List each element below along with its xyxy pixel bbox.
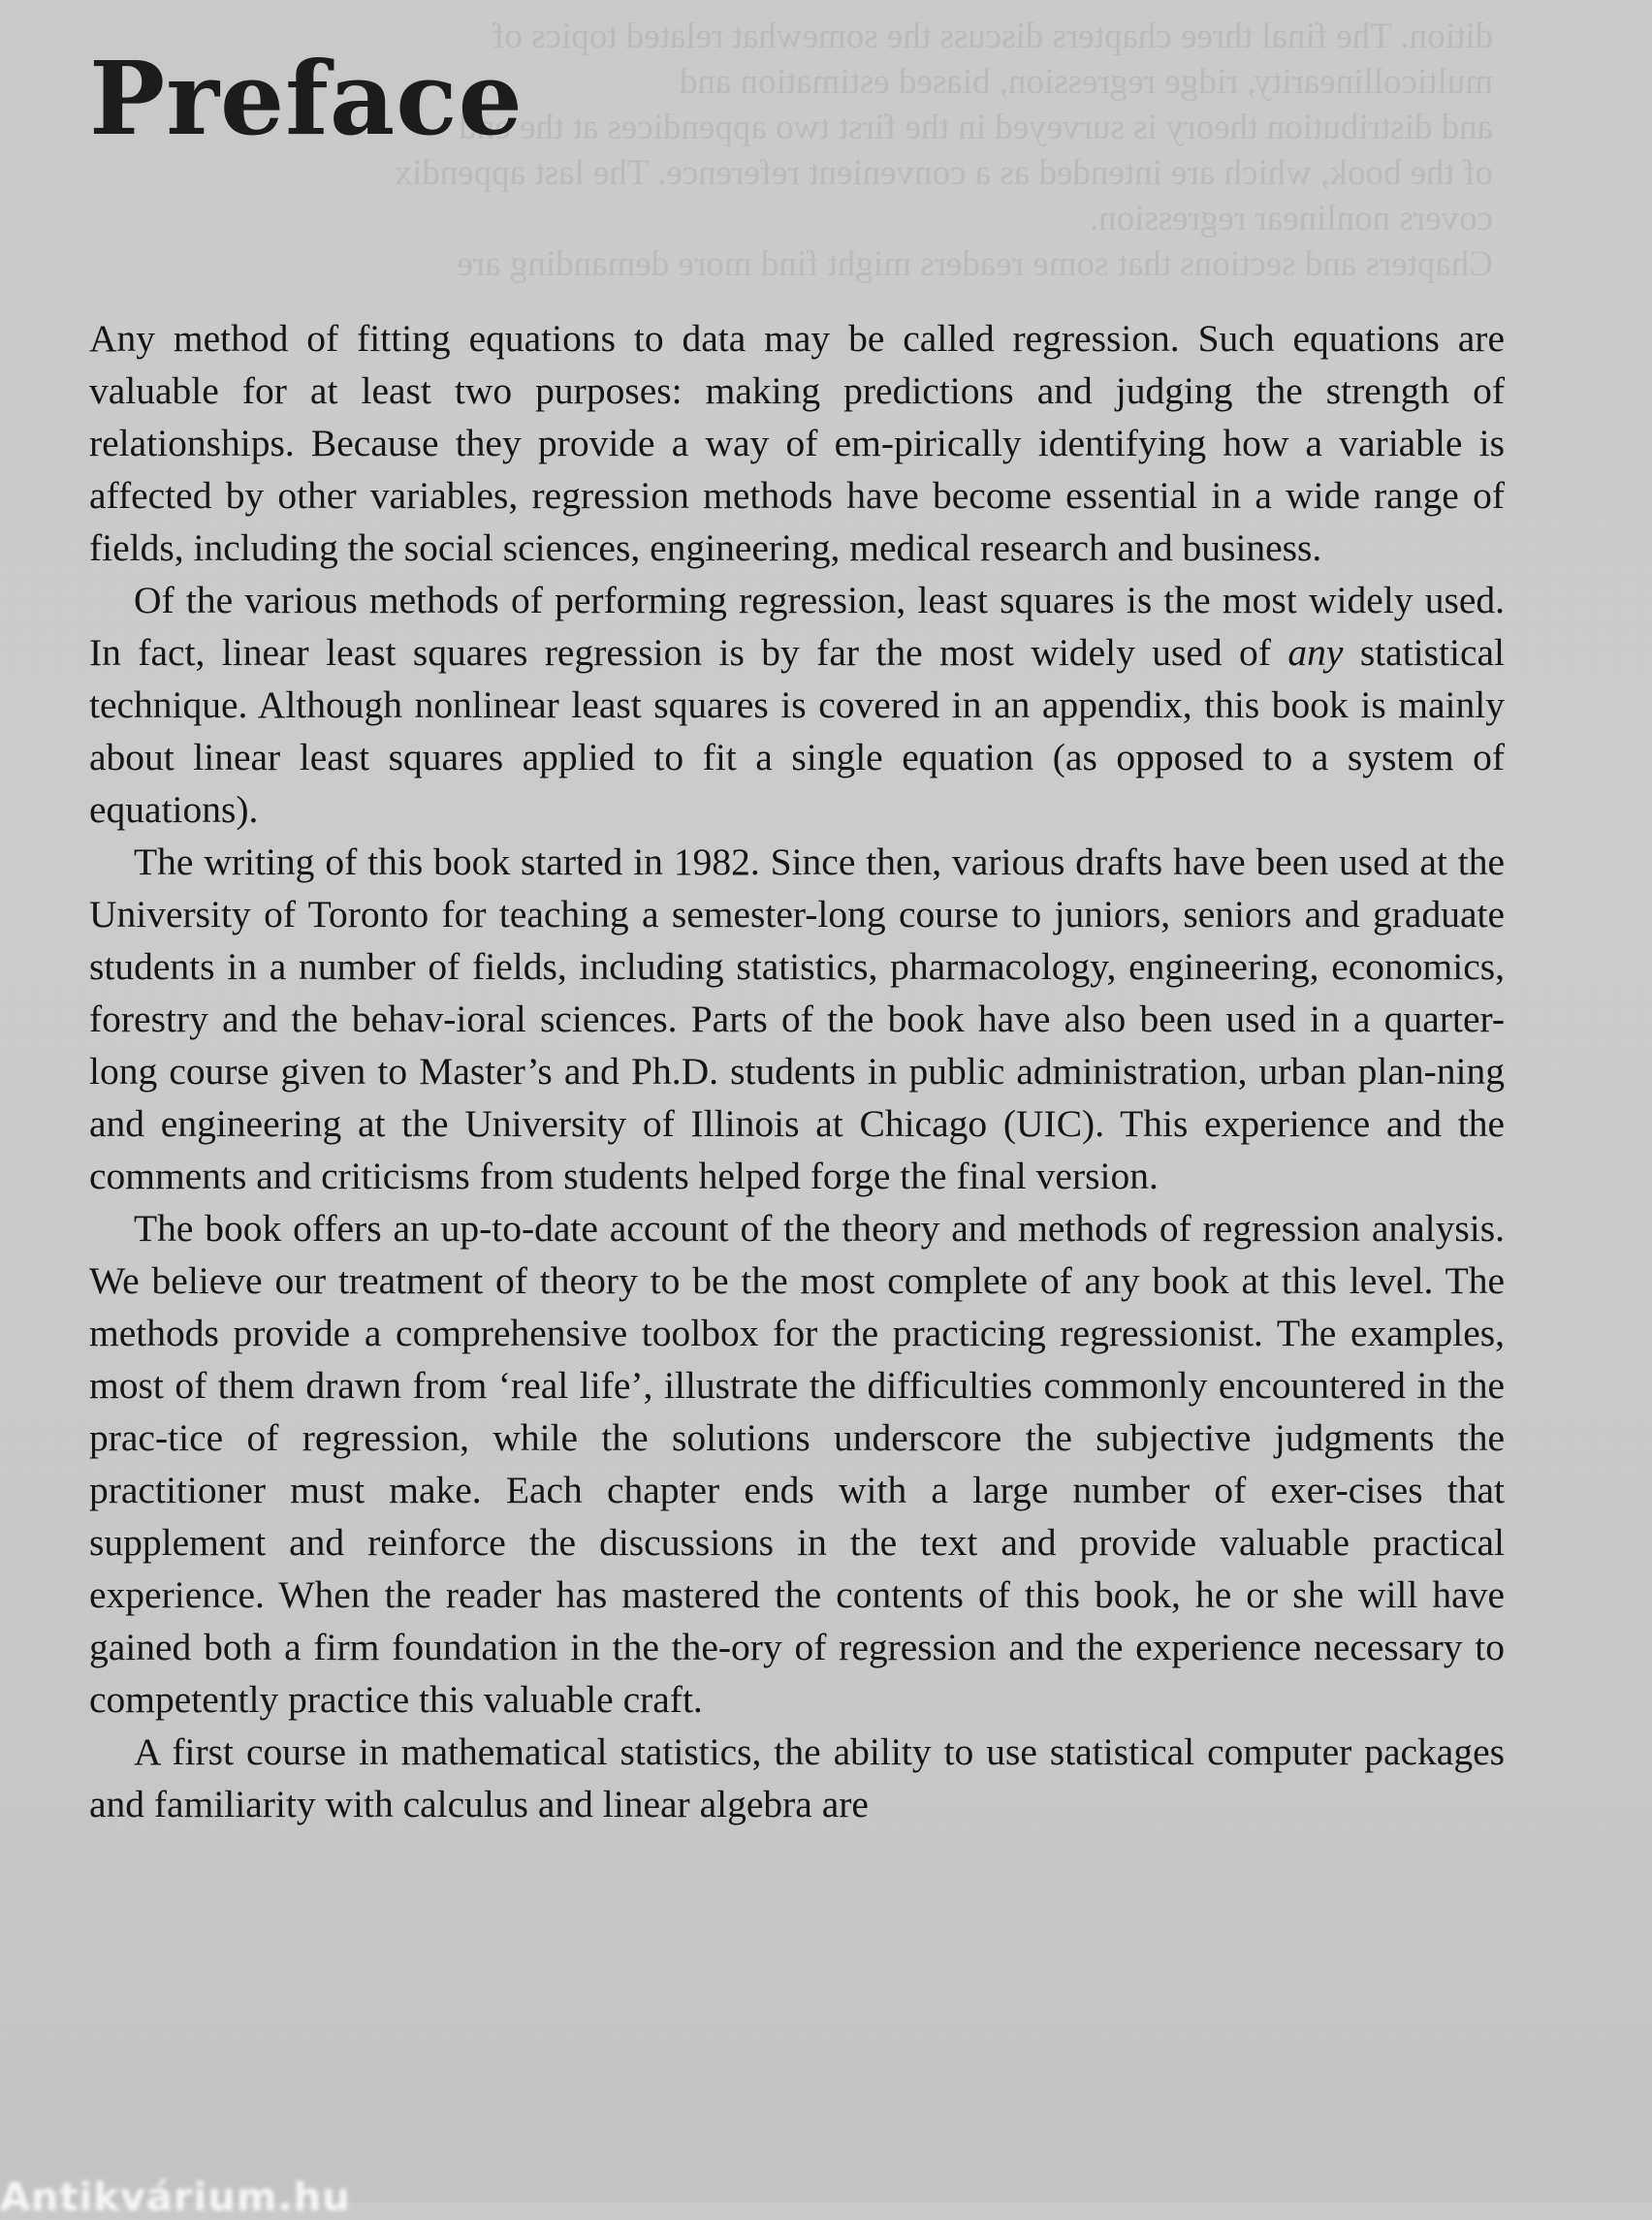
paragraph — [89, 574, 1505, 836]
paragraph: The book offers an up-to-date account of the theory and methods of regression analysis. We believe our treatment of theory to be the most complete of any book at this level. The methods provide a comprehensive toolbox for the practicing regressionist. The examples, most of them drawn from ‘real life’, illustrate the difficulties commonly encountered in the prac-tice of regression, while the solutions underscore the subjective judgments the practitioner must make. Each chapter ends with a large number of exer-cises that supplement and reinforce the discussions in the text and provide valuable practical experience. When the reader has mastered the contents of this book, he or she will have gained both a firm foundation in the the-ory of regression and the experience necessary to competently practice this valuable craft. — [89, 1207, 1505, 1721]
page-title: Preface — [89, 39, 524, 158]
watermark: Antikvárium.hu — [0, 2175, 351, 2220]
emphasis-text: any — [1287, 631, 1344, 674]
paragraph: A first course in mathematical statistics, the ability to use statistical computer packages and familiarity with calculus and linear algebra are — [89, 1730, 1505, 1825]
paragraph-text: Of the various methods of performing regression, least squares is the most widely used. In fact, linear least squares regression is by far the most widely used of — [89, 579, 1505, 674]
paragraph-text: statistical technique. Although nonlinear least squares is covered in an appendix, this book is mainly about linear least squares applied to fit a single equation (as opposed to a system of equations). — [89, 631, 1505, 831]
preface-body — [89, 312, 1505, 1830]
bleed-through-text: dition. The final three chapters discuss the somewhat related topics of multicollinearity, ridge regression, biased estimation and and distribution theory is surveyed in the first two appendices at the end of the book, which are intended as a convenient reference. The last appendix covers nonlinear regression. Chapters and sections that some readers might find more demanding are — [394, 16, 1493, 284]
paragraph: Any method of fitting equations to data may be called regression. Such equations are valuable for at least two purposes: making predictions and judging the strength of relationships. Because they provide a way of em-pirically identifying how a variable is affected by other variables, regression methods have become essential in a wide range of fields, including the social sciences, engineering, medical research and business. — [89, 317, 1505, 569]
paragraph: The writing of this book started in 1982. Since then, various drafts have been used at the University of Toronto for teaching a semester-long course to juniors, seniors and graduate students in a number of fields, including statistics, pharmacology, engineering, economics, forestry and the behav-ioral sciences. Parts of the book have also been used in a quarter-long course given to Master’s and Ph.D. students in public administration, urban plan-ning and engineering at the University of Illinois at Chicago (UIC). This experience and the comments and criticisms from students helped forge the final version. — [89, 840, 1505, 1197]
